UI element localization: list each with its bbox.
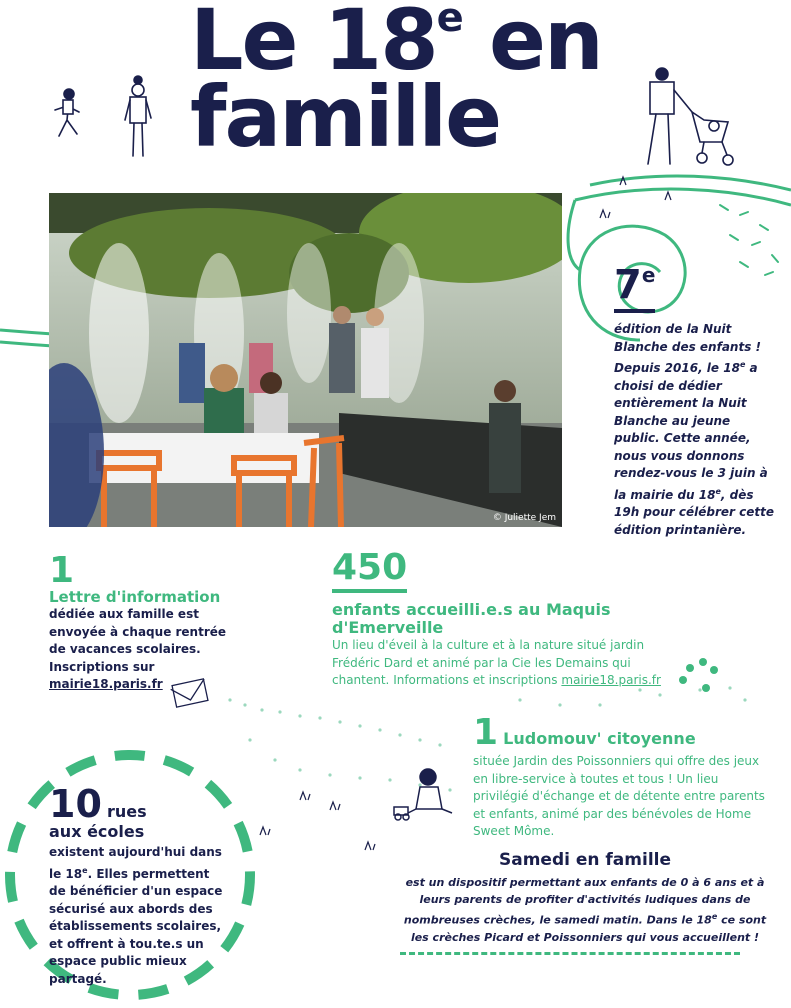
- nuit-blanche-text-sup2: e: [715, 486, 721, 496]
- samedi-divider: [400, 952, 740, 955]
- rues-text-1: existent aujourd'hui dans le 18: [49, 845, 222, 881]
- ludomouv-block: [473, 712, 773, 841]
- nuit-blanche-number-sup: e: [641, 263, 656, 287]
- photo-credit: © Juliette Jem: [492, 513, 556, 523]
- nuit-blanche-number: [614, 262, 656, 313]
- lettre-text-body: dédiée aux famille est envoyée à chaque rentrée de vacances scolaires. Inscriptions sur: [49, 607, 227, 674]
- lettre-link[interactable]: mairie18.paris.fr: [49, 677, 163, 691]
- rues-block: [49, 782, 229, 988]
- nuit-blanche-text-sup1: e: [739, 360, 746, 369]
- child-playing-illustration: [390, 765, 460, 825]
- parent-stroller-illustration: [630, 60, 750, 170]
- maquis-heading: enfants accueilli.e.s au Maquis d'Emerveille: [332, 600, 611, 637]
- nuit-blanche-block: [614, 262, 775, 539]
- rues-text-sup: e: [82, 865, 88, 875]
- rues-head: [49, 782, 229, 826]
- maquis-block: [332, 547, 672, 690]
- maquis-text-body: Un lieu d'éveil à la culture et à la nature situé jardin Frédéric Dard et animé par la Cie les Demains qui chantent. Informations et inscriptions: [332, 638, 645, 687]
- title-line1-sup: e: [436, 0, 462, 41]
- ludomouv-number: 1: [473, 712, 499, 753]
- children-illustration: [45, 70, 165, 170]
- photo-scene: [49, 193, 562, 527]
- flower-icons: [679, 658, 718, 692]
- ludomouv-head: [473, 712, 773, 753]
- ludomouv-heading: Ludomouv' citoyenne: [503, 729, 696, 748]
- hero-photo: [49, 193, 562, 527]
- page-title: [190, 0, 602, 167]
- samedi-text-1: est un dispositif permettant aux enfants de 0 à 6 ans et à leurs parents de profiter d'activités ludiques dans de nombreuses crèches, le samedi matin. Dans le 18: [403, 876, 765, 927]
- samedi-text-2: ce sont les crèches Picard et Poissonniers qui vous accueillent !: [410, 913, 767, 944]
- ludomouv-text: située Jardin des Poissonniers qui offre des jeux en libre-service à toutes et tous ! Un lieu privilégié d'échange et de détente entre parents et enfants, animé par des bénévoles de Home Sweet Môme.: [473, 754, 765, 838]
- rues-heading-1: rues: [106, 802, 147, 821]
- samedi-text: [400, 874, 770, 946]
- samedi-title: Samedi en famille: [498, 850, 672, 870]
- nuit-blanche-text-3: , dès 19h pour célébrer cette édition printanière.: [614, 487, 775, 537]
- maquis-number: 450: [332, 550, 407, 593]
- green-spiral-tail: [568, 200, 580, 270]
- rues-number: 10: [49, 782, 102, 826]
- samedi-text-sup: e: [711, 912, 718, 921]
- nuit-blanche-text: [614, 321, 774, 539]
- lettre-heading: Lettre d'information: [49, 588, 221, 606]
- nuit-blanche-text-1: édition de la Nuit Blanche des enfants ! Depuis 2016, le 18: [614, 322, 761, 375]
- maquis-text: [332, 637, 672, 690]
- rues-text-2: . Elles permettent de bénéficier d'un espace sécurisé aux abords des établissements scolaires, et offrent à tou.te.s un espace public mieux partagé.: [49, 866, 223, 986]
- rues-text: [49, 844, 229, 988]
- title-line1-post: en: [461, 0, 602, 89]
- rues-heading-2: aux écoles: [49, 822, 145, 841]
- green-hill-2: [575, 189, 791, 205]
- maquis-link[interactable]: mairie18.paris.fr: [561, 673, 661, 687]
- samedi-block: [400, 850, 770, 946]
- title-line2: famille: [190, 68, 501, 167]
- nuit-blanche-number-value: 7: [614, 262, 642, 308]
- nuit-blanche-text-2: a choisi de dédier entièrement la Nuit Blanche au jeune public. Cette année, nous vous donnons rendez-vous le 3 juin à la mairie du 18: [614, 361, 768, 502]
- title-line1-pre: Le 18: [190, 0, 437, 89]
- lettre-text: [49, 606, 229, 694]
- lettre-block: [49, 550, 229, 694]
- lettre-number: 1: [49, 550, 75, 591]
